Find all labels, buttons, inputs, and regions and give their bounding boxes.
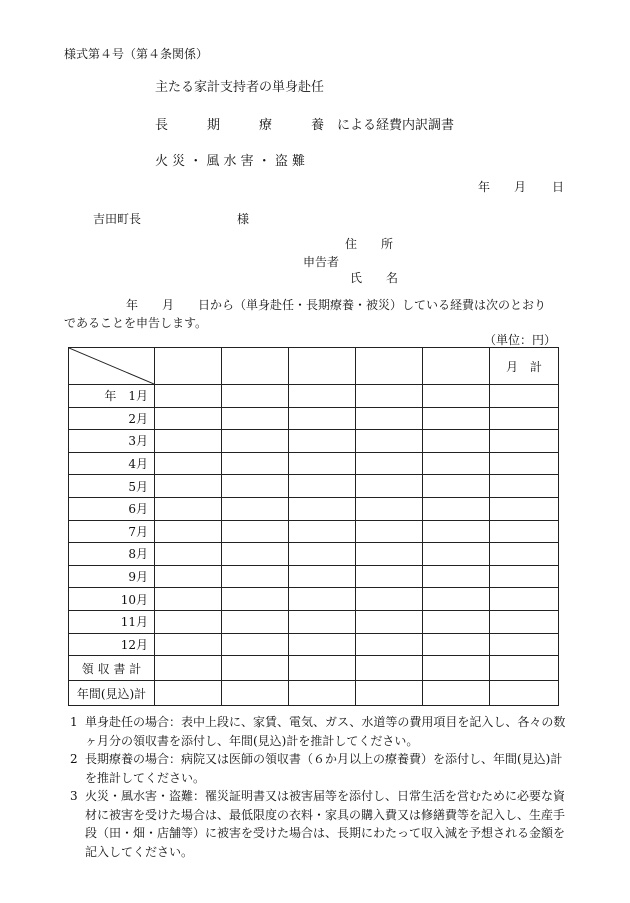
amount-cell[interactable] — [356, 681, 423, 706]
amount-cell[interactable] — [490, 452, 559, 475]
amount-cell[interactable] — [356, 633, 423, 656]
expense-table — [68, 347, 559, 706]
amount-cell[interactable] — [222, 588, 289, 611]
amount-cell[interactable] — [222, 452, 289, 475]
month-row — [69, 610, 559, 633]
amount-cell[interactable] — [490, 385, 559, 408]
title-line-1: 主たる家計支持者の単身赴任 — [155, 80, 325, 95]
amount-cell[interactable] — [222, 565, 289, 588]
amount-cell[interactable] — [356, 543, 423, 566]
note-text: 長期療養の場合：病院又は医師の領収書（６か月以上の療養費）を添付し、年間(見込)計を推計してください。 — [85, 752, 563, 785]
amount-cell[interactable] — [490, 475, 559, 498]
amount-cell[interactable] — [289, 520, 356, 543]
month-label: 4月 — [69, 452, 155, 475]
amount-cell[interactable] — [155, 656, 222, 681]
amount-cell[interactable] — [289, 407, 356, 430]
declaration-line-2: であることを申告します。 — [64, 316, 208, 330]
amount-cell[interactable] — [423, 610, 490, 633]
amount-cell[interactable] — [289, 633, 356, 656]
amount-cell[interactable] — [423, 452, 490, 475]
annual-total-label: 年間(見込)計 — [69, 681, 155, 706]
form-number: 様式第４号（第４条関係） — [64, 47, 209, 61]
amount-cell[interactable] — [423, 520, 490, 543]
amount-cell[interactable] — [155, 430, 222, 453]
month-row — [69, 475, 559, 498]
amount-cell[interactable] — [490, 656, 559, 681]
amount-cell[interactable] — [155, 385, 222, 408]
month-label: 6月 — [69, 497, 155, 520]
month-label: 5月 — [69, 475, 155, 498]
month-row — [69, 497, 559, 520]
amount-cell[interactable] — [155, 610, 222, 633]
amount-cell[interactable] — [289, 588, 356, 611]
amount-cell[interactable] — [289, 385, 356, 408]
unit-label: （単位：円） — [484, 333, 557, 347]
amount-cell[interactable] — [356, 452, 423, 475]
annual-total-row — [69, 681, 559, 706]
addressee-name: 吉田町長 — [93, 212, 142, 226]
amount-cell[interactable] — [356, 407, 423, 430]
amount-cell[interactable] — [356, 610, 423, 633]
amount-cell[interactable] — [356, 588, 423, 611]
amount-cell[interactable] — [155, 497, 222, 520]
month-label: 10月 — [69, 588, 155, 611]
amount-cell[interactable] — [289, 610, 356, 633]
item-header-cell[interactable] — [356, 348, 423, 385]
amount-cell[interactable] — [423, 588, 490, 611]
date-day-label: 日 — [552, 180, 565, 194]
amount-cell[interactable] — [289, 497, 356, 520]
amount-cell[interactable] — [222, 633, 289, 656]
note-item — [64, 713, 574, 750]
amount-cell[interactable] — [222, 430, 289, 453]
notes-section — [64, 713, 574, 861]
amount-cell[interactable] — [490, 543, 559, 566]
month-total-header: 月 計 — [490, 348, 559, 385]
receipt-total-label: 領 収 書 計 — [69, 656, 155, 681]
item-header-cell[interactable] — [155, 348, 222, 385]
amount-cell[interactable] — [155, 565, 222, 588]
amount-cell[interactable] — [222, 475, 289, 498]
applicant-label: 申告者 — [303, 255, 340, 269]
date-year-label: 年 — [478, 180, 491, 194]
addressee-honorific: 様 — [237, 212, 250, 226]
amount-cell[interactable] — [423, 565, 490, 588]
month-row — [69, 633, 559, 656]
amount-cell[interactable] — [222, 681, 289, 706]
address-label: 住 所 — [345, 237, 394, 251]
item-header-cell[interactable] — [222, 348, 289, 385]
note-number: 3 — [70, 789, 78, 803]
title-line-2: 長 期 療 養 による経費内訳調書 — [155, 118, 455, 133]
amount-cell[interactable] — [423, 656, 490, 681]
note-text: 単身赴任の場合：表中上段に、家賃、電気、ガス、水道等の費用項目を記入し、各々の数ヶ月分の領収書を添付し、年間(見込)計を推計してください。 — [85, 715, 566, 748]
month-row — [69, 543, 559, 566]
amount-cell[interactable] — [155, 633, 222, 656]
amount-cell[interactable] — [490, 520, 559, 543]
amount-cell[interactable] — [289, 681, 356, 706]
amount-cell[interactable] — [423, 407, 490, 430]
amount-cell[interactable] — [155, 588, 222, 611]
amount-cell[interactable] — [289, 565, 356, 588]
amount-cell[interactable] — [222, 520, 289, 543]
month-row — [69, 452, 559, 475]
amount-cell[interactable] — [490, 407, 559, 430]
amount-cell[interactable] — [490, 681, 559, 706]
amount-cell[interactable] — [222, 385, 289, 408]
amount-cell[interactable] — [356, 430, 423, 453]
amount-cell[interactable] — [490, 588, 559, 611]
amount-cell[interactable] — [222, 407, 289, 430]
month-row — [69, 407, 559, 430]
table-header-row — [69, 348, 559, 385]
item-header-cell[interactable] — [423, 348, 490, 385]
month-row — [69, 565, 559, 588]
date-month-label: 月 — [514, 180, 527, 194]
amount-cell[interactable] — [289, 475, 356, 498]
amount-cell[interactable] — [289, 430, 356, 453]
amount-cell[interactable] — [155, 452, 222, 475]
month-label: 9月 — [69, 565, 155, 588]
amount-cell[interactable] — [356, 475, 423, 498]
declaration-line-1: 年 月 日から（単身赴任・長期療養・被災）している経費は次のとおり — [126, 298, 547, 312]
amount-cell[interactable] — [490, 430, 559, 453]
amount-cell[interactable] — [155, 520, 222, 543]
amount-cell[interactable] — [155, 407, 222, 430]
diagonal-corner-cell — [69, 348, 155, 385]
amount-cell[interactable] — [155, 543, 222, 566]
month-label: 7月 — [69, 520, 155, 543]
month-label: 12月 — [69, 633, 155, 656]
amount-cell[interactable] — [423, 385, 490, 408]
receipt-total-row — [69, 656, 559, 681]
amount-cell[interactable] — [222, 610, 289, 633]
amount-cell[interactable] — [155, 681, 222, 706]
month-label: 2月 — [69, 407, 155, 430]
month-row — [69, 430, 559, 453]
amount-cell[interactable] — [423, 430, 490, 453]
amount-cell[interactable] — [289, 543, 356, 566]
note-item — [64, 750, 574, 787]
month-row — [69, 588, 559, 611]
amount-cell[interactable] — [356, 656, 423, 681]
amount-cell[interactable] — [423, 497, 490, 520]
amount-cell[interactable] — [423, 633, 490, 656]
month-label: 11月 — [69, 610, 155, 633]
amount-cell[interactable] — [356, 385, 423, 408]
amount-cell[interactable] — [423, 681, 490, 706]
amount-cell[interactable] — [356, 520, 423, 543]
note-number: 2 — [70, 752, 78, 766]
amount-cell[interactable] — [490, 497, 559, 520]
amount-cell[interactable] — [289, 452, 356, 475]
note-item — [64, 787, 574, 861]
name-label: 氏 名 — [350, 271, 399, 285]
month-label: 年 1月 — [69, 385, 155, 408]
amount-cell[interactable] — [222, 543, 289, 566]
amount-cell[interactable] — [490, 633, 559, 656]
month-label: 8月 — [69, 543, 155, 566]
amount-cell[interactable] — [155, 475, 222, 498]
month-row — [69, 520, 559, 543]
amount-cell[interactable] — [289, 656, 356, 681]
note-number: 1 — [70, 715, 78, 729]
item-header-cell[interactable] — [289, 348, 356, 385]
amount-cell[interactable] — [222, 497, 289, 520]
amount-cell[interactable] — [356, 497, 423, 520]
amount-cell[interactable] — [356, 565, 423, 588]
amount-cell[interactable] — [423, 543, 490, 566]
month-label: 3月 — [69, 430, 155, 453]
amount-cell[interactable] — [490, 610, 559, 633]
amount-cell[interactable] — [423, 475, 490, 498]
note-text: 火災・風水害・盗難：罹災証明書又は被害届等を添付し、日常生活を営むために必要な資材に被害を受けた場合は、最低限度の衣料・家具の購入費又は修繕費等を記入し、生産手段（田・畑・店舗等）に被害を受けた場合は、長期にわたって収入減を予想される金額を記入してください。 — [85, 789, 566, 859]
amount-cell[interactable] — [222, 656, 289, 681]
month-row — [69, 385, 559, 408]
title-line-3: 火 災 ・ 風 水 害 ・ 盗 難 — [155, 154, 306, 169]
amount-cell[interactable] — [490, 565, 559, 588]
